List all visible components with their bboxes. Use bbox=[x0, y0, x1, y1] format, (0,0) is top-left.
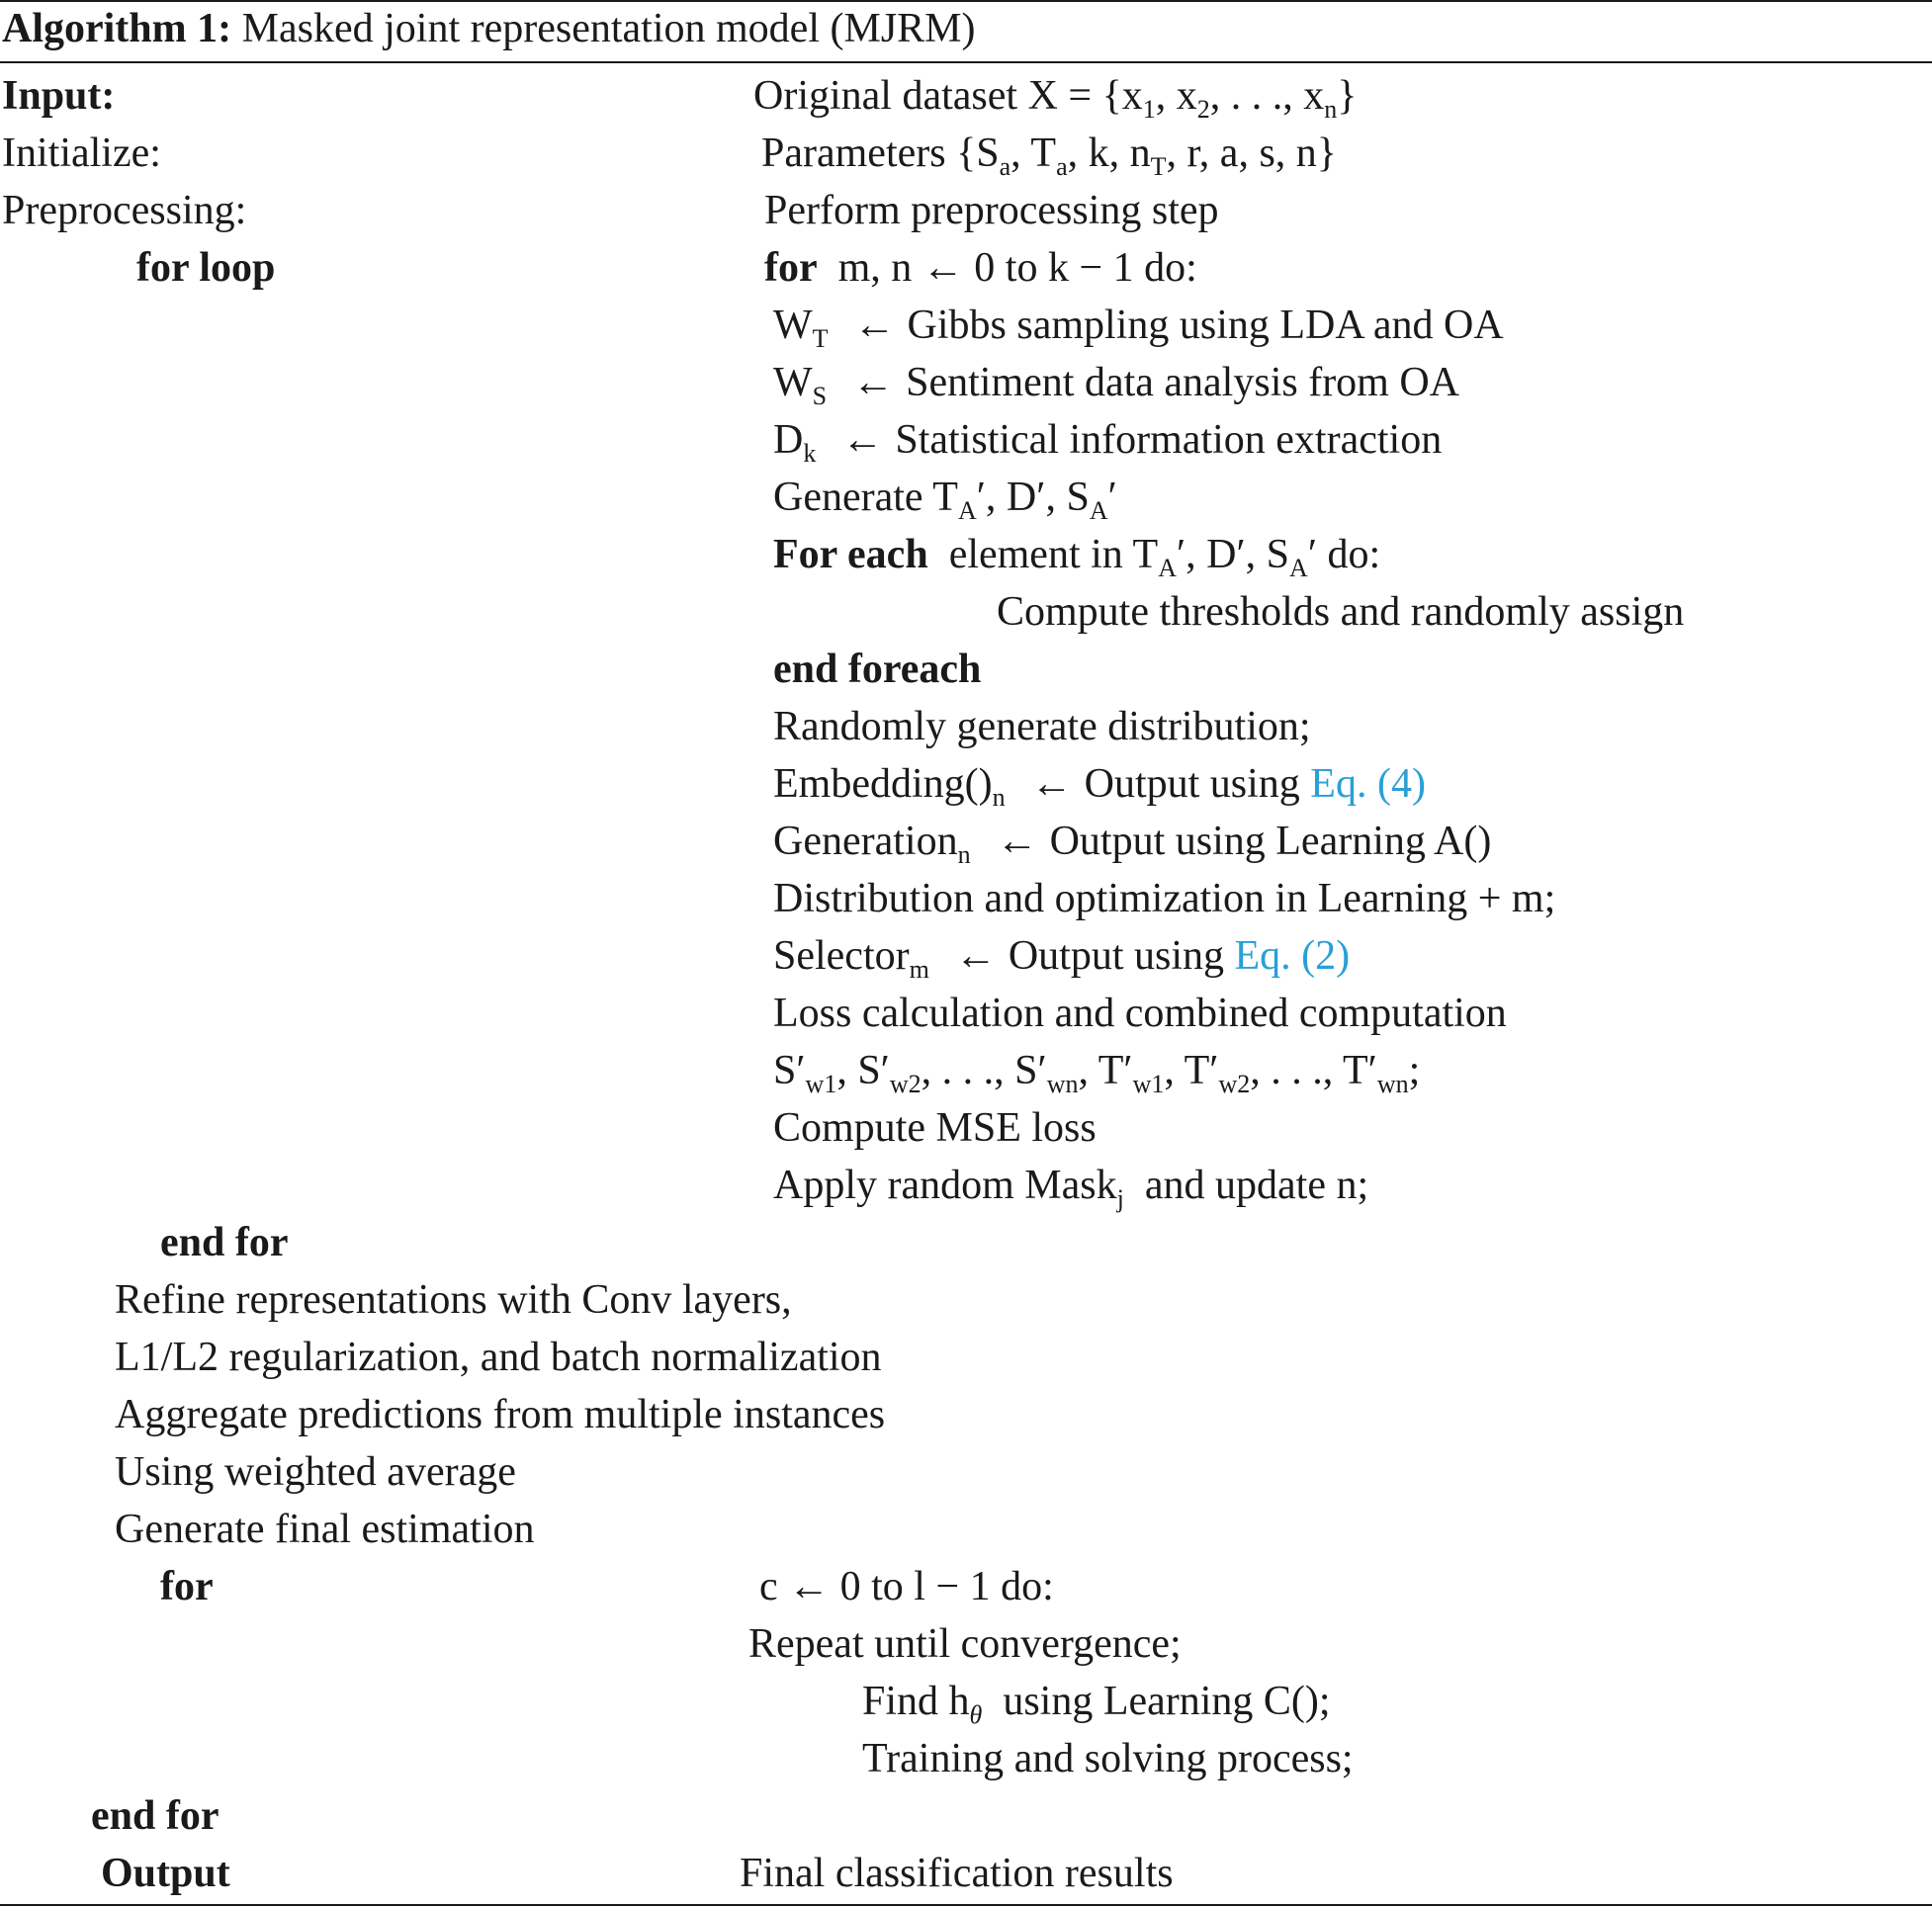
for-loop-header: for m, n ← 0 to k − 1 do: bbox=[764, 245, 1197, 291]
eq2-link[interactable]: Eq. (2) bbox=[1234, 933, 1351, 979]
for-label-2: for bbox=[160, 1564, 214, 1609]
distribution-line: Randomly generate distribution; bbox=[773, 704, 1311, 749]
final-estimation-line: Generate final estimation bbox=[115, 1507, 535, 1552]
optimization-line: Distribution and optimization in Learning + m; bbox=[773, 876, 1556, 921]
caption-label: Algorithm 1: bbox=[2, 6, 232, 51]
input-value: Original dataset $X = \{x_1$, $x_2$, . . ., $x_n$} bbox=[753, 73, 1358, 124]
for-loop-label: for loop bbox=[136, 245, 276, 291]
ws-line: $W_S$ ← Sentiment data analysis from OA bbox=[773, 360, 1460, 410]
end-for-1: end for bbox=[160, 1220, 289, 1265]
mse-line: Compute MSE loss bbox=[773, 1105, 1097, 1151]
refine-line-1: Refine representations with Conv layers, bbox=[115, 1277, 792, 1323]
generate-line: Generate $T_A'$, D′, $S_A'$ bbox=[773, 475, 1117, 525]
eq4-link[interactable]: Eq. (4) bbox=[1310, 761, 1426, 807]
loss-line: Loss calculation and combined computation bbox=[773, 991, 1507, 1036]
initialize-label: Initialize: bbox=[2, 130, 161, 176]
training-line: Training and solving process; bbox=[862, 1736, 1354, 1781]
algorithm-caption bbox=[2, 8, 976, 49]
embedding-line: $Embedding()_n$ ← Output using Eq. (4) bbox=[773, 761, 1426, 812]
wt-line: $W_T$ ← Gibbs sampling using LDA and OA bbox=[773, 303, 1504, 353]
input-label: Input: bbox=[2, 73, 116, 119]
find-line: Find $h_\theta$ using Learning C(); bbox=[862, 1679, 1331, 1729]
output-label: Output bbox=[101, 1851, 230, 1896]
refine-line-2: L1/L2 regularization, and batch normalization bbox=[115, 1335, 882, 1380]
for-header-2: c ← 0 to l − 1 do: bbox=[759, 1564, 1054, 1609]
aggregate-line: Aggregate predictions from multiple instances bbox=[115, 1392, 886, 1437]
generation-line: Generation$_n$ ← Output using Learning A() bbox=[773, 819, 1492, 869]
selector-line: Selector$_m$ ← Output using Eq. (2) bbox=[773, 933, 1351, 984]
output-value: Final classification results bbox=[740, 1851, 1174, 1896]
bottom-rule bbox=[0, 1904, 1932, 1906]
thresholds-line: Compute thresholds and randomly assign bbox=[997, 589, 1685, 635]
end-for-2: end for bbox=[91, 1793, 220, 1839]
weighted-average-line: Using weighted average bbox=[115, 1449, 516, 1495]
weights-sequence: $S'_{w1}$, $S'_{w2}$, . . ., $S'_{wn}$, $T'_{w1}$, $T'_{w2}$, . . ., $T'_{wn}$; bbox=[773, 1048, 1421, 1098]
top-rule bbox=[0, 0, 1932, 2]
caption-rule bbox=[0, 61, 1932, 63]
preprocessing-label: Preprocessing: bbox=[2, 188, 247, 233]
repeat-line: Repeat until convergence; bbox=[748, 1621, 1182, 1667]
end-foreach: end foreach bbox=[773, 647, 982, 692]
initialize-value: Parameters {$S_a$, $T_a$, k, $n_T$, r, a, s, n} bbox=[761, 130, 1337, 181]
mask-line: Apply random Mask$_j$ and update n; bbox=[773, 1163, 1369, 1213]
caption-title: Masked joint representation model (MJRM) bbox=[241, 6, 976, 51]
dk-line: $D_k$ ← Statistical information extraction bbox=[773, 417, 1443, 468]
foreach-line: For each element in $T_A'$, D′, $S_A'$ do: bbox=[773, 532, 1381, 582]
preprocessing-value: Perform preprocessing step bbox=[764, 188, 1219, 233]
